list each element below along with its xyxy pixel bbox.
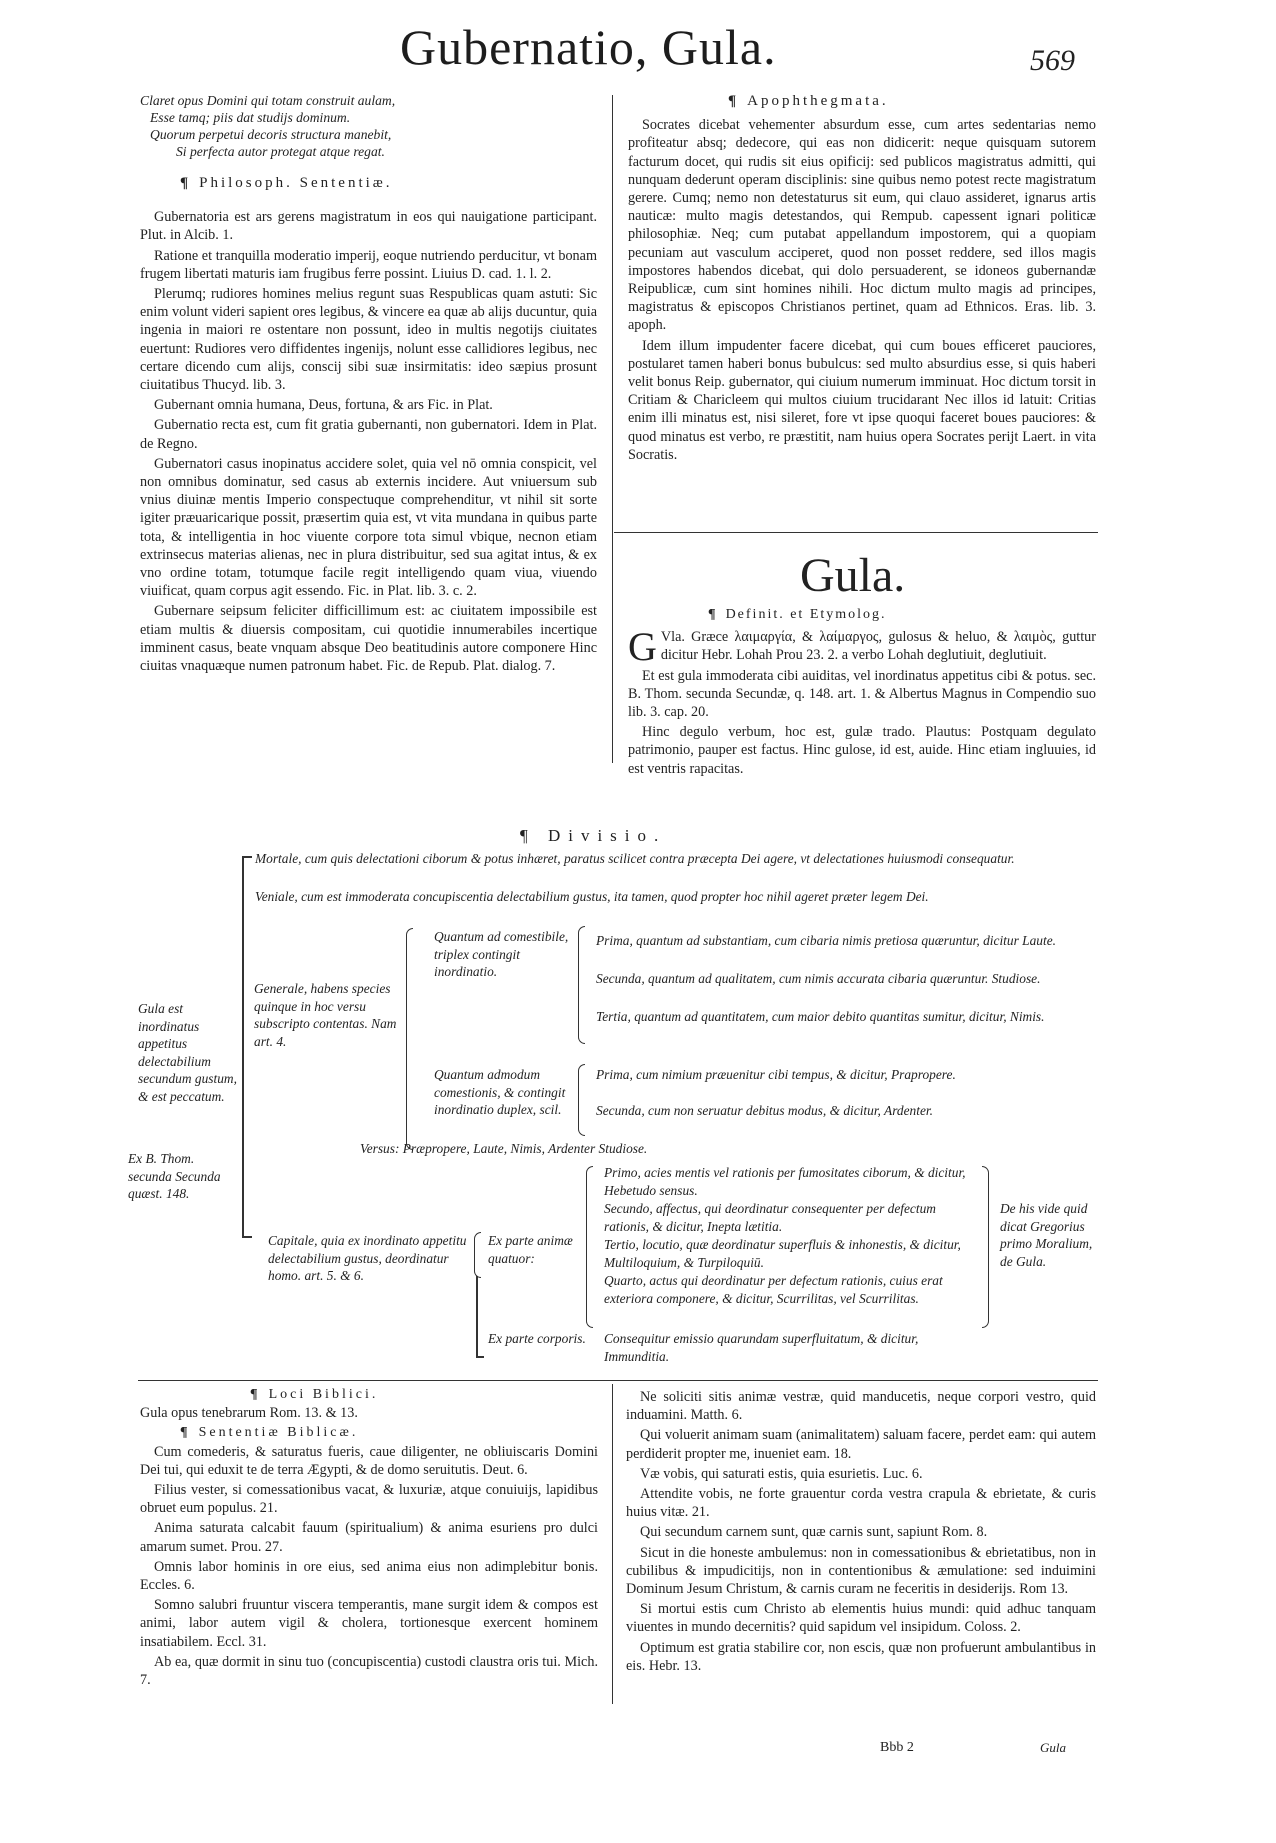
paragraph: Hinc degulo verbum, hoc est, gulæ trado. Plautus: Postquam degulato patrimonio, pauper est factus. Hinc gulose, id est, auide. Hinc etiam ingluuies, id est ventris rapacitas. bbox=[628, 724, 1096, 777]
loci-biblici-column bbox=[140, 1386, 598, 1691]
paragraph: Qui secundum carnem sunt, quæ carnis sunt, sapiunt Rom. 8. bbox=[640, 1524, 988, 1541]
secundo-affectus: Secundo, affectus, qui deordinatur consequenter per defectum rationis, & dicitur, Inepta lætitia. bbox=[604, 1201, 936, 1234]
quantum-ad-comestibile: Quantum ad comestibile, triplex contingit inordinatio. bbox=[434, 929, 569, 979]
paragraph: Plerumq; rudiores homines melius regunt suas Respublicas quam astuti: Sic enim volunt videri sapient ores legibus, & vincere ea quæ ab alijs ducuntur, quia ingenia in maiori re ostentare non possunt, ideo in multis negotijs ciuitates euertunt: Rudiores vero diffidentes ingenijs, nolunt esse callidiores legibus, nec certare dicendo cum alijs, conscij sibi suæ insirmitatis: ideo sæpius prosunt ciuitatibus Thucyd. lib. 3. bbox=[140, 286, 597, 394]
pilcrow-icon: ¶ bbox=[180, 175, 192, 191]
divisio-capitale: Capitale, quia ex inordinato appetitu delectabilium gustus, deordinatur homo. art. 5. & 6. bbox=[268, 1233, 467, 1283]
right-column bbox=[628, 92, 1096, 466]
paragraph: Ratione et tranquilla moderatio imperij, eoque nutriendo perducitur, vt bonam frugem libertati maturis iam frugibus ferre possint. Liuius D. cad. 1. l. 2. bbox=[140, 247, 597, 282]
secunda-qualitate: Secunda, quantum ad qualitatem, cum nimis accurata cibaria quæruntur. Studiose. bbox=[596, 971, 1041, 986]
pilcrow-icon: ¶ bbox=[708, 607, 718, 622]
paragraph: Anima saturata calcabit fauum (spiritualium) & anima esuriens pro dulci amarum sumet. Prou. 27. bbox=[140, 1520, 598, 1555]
paragraph: Optimum est gratia stabilire cor, non escis, quæ non profuerunt ambulantibus in eis. Hebr. 13. bbox=[626, 1639, 1096, 1674]
quarto-actus: Quarto, actus qui deordinatur per defectum rationis, cuius erat exteriora componere, & dicitur, Scurrilitas, vel Scurrilitas. bbox=[604, 1273, 943, 1306]
paragraph: Gubernant omnia humana, Deus, fortuna, & ars Fic. in Plat. bbox=[154, 397, 493, 414]
divisio-title: ¶ Divisio. bbox=[520, 826, 667, 845]
ex-parte-animae: Ex parte animæ quatuor: bbox=[488, 1233, 573, 1266]
verse-line: Quorum perpetui decoris structura manebit, bbox=[150, 127, 392, 142]
paragraph: Gula opus tenebrarum Rom. 13. & 13. bbox=[140, 1405, 358, 1422]
tertia-quantitate: Tertia, quantum ad quantitatem, cum maior debito quantitas sumitur, dicitur, Nimis. bbox=[596, 1009, 1045, 1024]
verse-line: Esse tamq; piis dat studijs dominum. bbox=[150, 110, 351, 125]
consequitur-immunditia: Consequitur emissio quarundam superfluitatum, & dicitur, Immunditia. bbox=[604, 1331, 919, 1364]
comestibile-bracket bbox=[578, 926, 585, 1044]
quantum-ad-modum: Quantum admodum comestionis, & contingit inordinatio duplex, scil. bbox=[434, 1067, 566, 1117]
paragraph: Gubernatori casus inopinatus accidere solet, quia vel nō omnia conspicit, vel non omnibus dominatur, sed casus ab externis incidere. Aut vniuersum sub vnius diuinæ mentis Imperio conspectuque comprehenditur, vt nihil sit sorte igiter præuaricarique possit, præsertim quia est, vt vita mundana in quibus parte tota, & intelligentia in hoc viuente corpore tota simul vbique, necnon etiam extrinsecus materias alienas, nec in plura distribuitur, sed sua agitat intus, & ex vno ordine totam, totumque facile regit intelligendo quam viua, viuendo viuificat, quam corpus agit essendo. Fic. in Plat. lib. 3. c. 2. bbox=[140, 455, 597, 600]
bracket-tick bbox=[476, 1356, 484, 1358]
column-divider bbox=[612, 95, 613, 763]
de-his-note: De his vide quid dicat Gregorius primo Moralium, de Gula. bbox=[1000, 1201, 1093, 1269]
paragraph: Socrates dicebat vehementer absurdum esse, cum artes sedentarias nemo profiteatur absq; dedecore, qui eas non didicerit: neque quisquam sutorem facturum docet, qui rudis sit eius opificij: sed publicos magistratus admitti, qui nunquam dederunt operam disciplinis: sine quibus nemo potest recte magistratum gerere. Cumq; nemo non detestaturus sit eum, qui clauo assideret, ignarus artis nauticæ: multo magis detestandos, qui Rempub. capessent ignari politicæ philosophiæ. Neq; cum putabat appellandum impostorem, qui a quopiam pecuniam aut vasculum acciperet, quod non posset reddere, sed illos magis impostores habendos dicebat, qui dolo persuaderent, se idoneos gubernandæ Reipublicæ, cum sint homines nihili. Hoc dictum multo magis ad principes, magistratus & episcopos Christianos pertinet, quam ad Ethnicos. Eras. lib. 3. apoph. bbox=[628, 117, 1096, 334]
prima-substantia: Prima, quantum ad substantiam, cum cibaria nimis pretiosa quæruntur, dicitur Laute. bbox=[596, 933, 1057, 948]
definit-heading: ¶ Definit. et Etymolog. bbox=[708, 607, 887, 622]
paragraph: G Vla. Græce λαιμαργία, & λαίμαργος, gulosus & heluo, & λαιμὸς, guttur dicitur Hebr. Lohah Prou 23. 2. a verbo Lohah deglutiuit, deglutiuit. bbox=[628, 624, 1096, 670]
modum-bracket bbox=[578, 1064, 585, 1136]
paragraph: Gubernatio recta est, cum fit gratia gubernanti, non gubernatori. Idem in Plat. de Regno. bbox=[140, 417, 597, 452]
pilcrow-icon: ¶ bbox=[520, 826, 548, 845]
paragraph: Qui voluerit animam suam (animalitatem) saluam facere, perdet eam: qui autem perdiderit propter me, inueniet eam. 18. bbox=[626, 1427, 1096, 1462]
paragraph: Somno salubri fruuntur viscera temperantis, mane surgit idem & compos est animi, labor autem vigil & cholera, tortionesque exercent hominem insatiabilem. Eccl. 31. bbox=[140, 1597, 598, 1650]
paragraph: Væ vobis, qui saturati estis, quia esurietis. Luc. 6. bbox=[640, 1465, 923, 1482]
paragraph: Et est gula immoderata cibi auiditas, vel inordinatus appetitus cibi & potus. sec. B. Thom. secunda Secundæ, q. 148. art. 1. & Albertus Magnus in Compendio suo lib. 3. cap. 20. bbox=[628, 667, 1096, 721]
pilcrow-icon: ¶ bbox=[250, 1387, 261, 1402]
rule bbox=[138, 1380, 1098, 1381]
primo-acies: Primo, acies mentis vel rationis per fumositates ciborum, & dicitur, Hebetudo sensus. bbox=[604, 1165, 966, 1198]
sententiae-heading: ¶ Sententiæ Biblicæ. bbox=[180, 1425, 359, 1441]
versus-line: Versus: Præpropere, Laute, Nimis, Ardenter Studiose. bbox=[360, 1141, 648, 1156]
left-column bbox=[140, 92, 597, 677]
secunda-modus: Secunda, cum non seruatur debitus modus, & dicitur, Ardenter. bbox=[596, 1103, 933, 1118]
animae-bracket bbox=[586, 1166, 593, 1328]
philosoph-heading: ¶ Philosoph. Sententiæ. bbox=[180, 175, 393, 191]
de-his-bracket bbox=[982, 1166, 989, 1328]
divisio-mortale: Mortale, cum quis delectationi ciborum & potus inhæret, paratus scilicet contra præcepta Dei agere, vt delectationes huiusmodi consequatur. bbox=[255, 851, 1015, 866]
catchword: Gula bbox=[1040, 1740, 1066, 1755]
divisio-main-bracket bbox=[242, 856, 244, 1236]
verse-line: Claret opus Domini qui totam construit aulam, bbox=[140, 93, 396, 108]
gula-title: Gula. bbox=[800, 549, 906, 602]
running-head: Gubernatio, Gula. bbox=[400, 19, 777, 75]
paragraph: Gubernatoria est ars gerens magistratum in eos qui nauigatione participant. Plut. in Alcib. 1. bbox=[140, 209, 597, 244]
loci-biblici-heading: ¶ Loci Biblici. bbox=[250, 1387, 379, 1402]
right-bottom-column bbox=[626, 1388, 1096, 1677]
pilcrow-icon: ¶ bbox=[180, 1425, 191, 1441]
paragraph: Omnis labor hominis in ore eius, sed anima eius non adimplebitur bonis. Eccles. 6. bbox=[140, 1558, 598, 1594]
paragraph: Gubernare seipsum feliciter difficillimum est: ac ciuitatem impossibile est etiam multis & diuersis compositam, cui quotidie innumerabiles incertique imminent casus, beate vnquam absque Deo beatitudinis autore componere Hinc ciuitas vnaquæque numen patronum habet. Fic. de Repub. Plat. dialog. 7. bbox=[140, 603, 597, 675]
paragraph: Idem illum impudenter facere dicebat, qui cum boues efficeret pauciores, postularet tamen haberi bonus bubulcus: sed multo absurdius esse, si quis haberi velit bonus Reip. gubernator, qui ciuium numerum imminuat. Hoc dictum torsit in Critiam & Charicleem qui multos ciuium trucidarant Nec illos id latuit: Critias enim illi minatus est, nisi sileret, fore vt ipse quoqui faceret boues pauciores: & quod minatus est verbo, re præstitit, nam huius opera Socrates perijt Laert. in vita Socratis. bbox=[628, 337, 1096, 463]
paragraph: Cum comederis, & saturatus fueris, caue diligenter, ne obliuiscaris Domini Dei tui, qui eduxit te de terra Ægypti, & de domo seruitutis. Deut. 6. bbox=[140, 1443, 598, 1478]
paragraph: Ne soliciti sitis animæ vestræ, quid manducetis, neque corpori vestro, quid induamini. Matth. 6. bbox=[626, 1389, 1096, 1424]
bracket-tick bbox=[242, 1236, 252, 1238]
gula-definition: Gula est inordinatus appetitus delectabilium secundum gustum, & est peccatum. bbox=[138, 1001, 237, 1104]
capitale-bracket bbox=[474, 1232, 481, 1278]
tertio-locutio: Tertio, locutio, quæ deordinatur superfluis & inhonestis, & dicitur, Multiloquium, & Turpiloquiū. bbox=[604, 1237, 961, 1270]
definit-block bbox=[628, 606, 1096, 780]
apophthegmata-heading: ¶ Apophthegmata. bbox=[728, 93, 889, 109]
generale-bracket bbox=[406, 928, 413, 1150]
drop-cap: G bbox=[628, 624, 657, 670]
bracket-tick bbox=[242, 856, 252, 858]
paragraph: Attendite vobis, ne forte grauentur corda vestra crapula & ebrietate, & curis huius vitæ. 21. bbox=[626, 1486, 1096, 1521]
verse-line: Si perfecta autor protegat atque regat. bbox=[176, 144, 385, 159]
capitale-connector bbox=[476, 1276, 478, 1356]
signature-mark: Bbb 2 bbox=[880, 1740, 914, 1755]
dedication-verse bbox=[140, 92, 597, 160]
paragraph: Ab ea, quæ dormit in sinu tuo (concupiscentia) custodi claustra oris tui. Mich. 7. bbox=[140, 1653, 598, 1689]
ex-parte-corporis: Ex parte corporis. bbox=[488, 1331, 586, 1346]
rule bbox=[614, 532, 1098, 533]
divisio-generale: Generale, habens species quinque in hoc versu subscripto contentas. Nam art. 4. bbox=[254, 981, 397, 1049]
paragraph: Si mortui estis cum Christo ab elementis huius mundi: quid adhuc tanquam viuentes in mundo decernitis? quid sapidum vel insipidum. Coloss. 2. bbox=[626, 1601, 1096, 1636]
page-number: 569 bbox=[1030, 44, 1075, 77]
paragraph: Filius vester, si comessationibus vacat, & luxuriæ, atque conuiuijs, lapidibus obruet eum populus. 21. bbox=[140, 1482, 598, 1517]
divisio-veniale: Veniale, cum est immoderata concupiscentia delectabilium gustus, ita tamen, quod propter hoc nihil ageret præter legem Dei. bbox=[255, 889, 929, 904]
pilcrow-icon: ¶ bbox=[728, 93, 740, 109]
gula-source: Ex B. Thom. secunda Secunda quæst. 148. bbox=[128, 1151, 221, 1201]
prima-tempus: Prima, cum nimium præuenitur cibi tempus, & dicitur, Prapropere. bbox=[596, 1067, 956, 1082]
paragraph: Sicut in die honeste ambulemus: non in comessationibus & ebrietatibus, non in cubilibus & impudicitijs, non in contentionibus & æmulatione: sed induimini Dominum Jesum Christum, & carnis curam ne feceritis in desiderijs. Rom 13. bbox=[626, 1544, 1096, 1598]
column-divider bbox=[612, 1384, 613, 1704]
